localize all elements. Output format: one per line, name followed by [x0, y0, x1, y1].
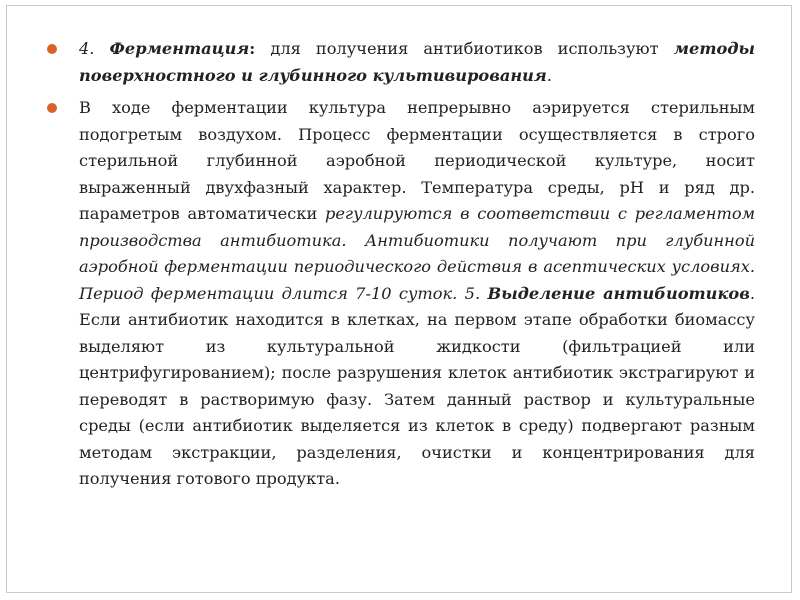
section-title: Ферментация — [109, 39, 250, 58]
slide-content — [47, 36, 755, 499]
isolation-title: Выделение антибиотиков — [487, 283, 750, 303]
process-text: В ходе ферментации культура непрерывно аэрируется стерильным подогретым воздухом. Процесс ферментации осуществляется в строго стерильной глубинной аэробной периодической культуре, носит выраженный двухфазный характер. Температура среды, рН и ряд др. параметров автоматически — [79, 98, 755, 223]
paragraph-process — [47, 95, 755, 493]
process-italic-text: регулируются в соответствии с регламентом производства антибиотика. Антибиотики получают при глубинной аэробной ферментации периодического действия в асептических условиях. Период ферментации длится 7-10 суток. 5. — [79, 204, 755, 303]
title-colon: : — [249, 39, 256, 58]
bullet-icon — [47, 44, 57, 54]
methods-text: методы поверхностного и глубинного культивирования — [79, 39, 755, 85]
section-number: 4. — [79, 39, 110, 58]
slide — [6, 5, 792, 593]
spacer-text — [480, 284, 487, 303]
paragraph-fermentation — [47, 36, 755, 89]
paragraph-end: . — [546, 65, 552, 85]
isolation-text: . Если антибиотик находится в клетках, на первом этапе обработки биомассу выделяют из культуральной жидкости (фильтрацией или центрифугированием); после разрушения клеток антибиотик экстрагируют и переводят в растворимую фазу. Затем данный раствор и культуральные среды (если антибиотик выделяется из клеток в среду) подвергают разным методам экстракции, разделения, очистки и концентрирования для получения готового продукта. — [79, 283, 755, 488]
paragraph-text: для получения антибиотиков используют — [255, 39, 674, 58]
bullet-icon — [47, 103, 57, 113]
